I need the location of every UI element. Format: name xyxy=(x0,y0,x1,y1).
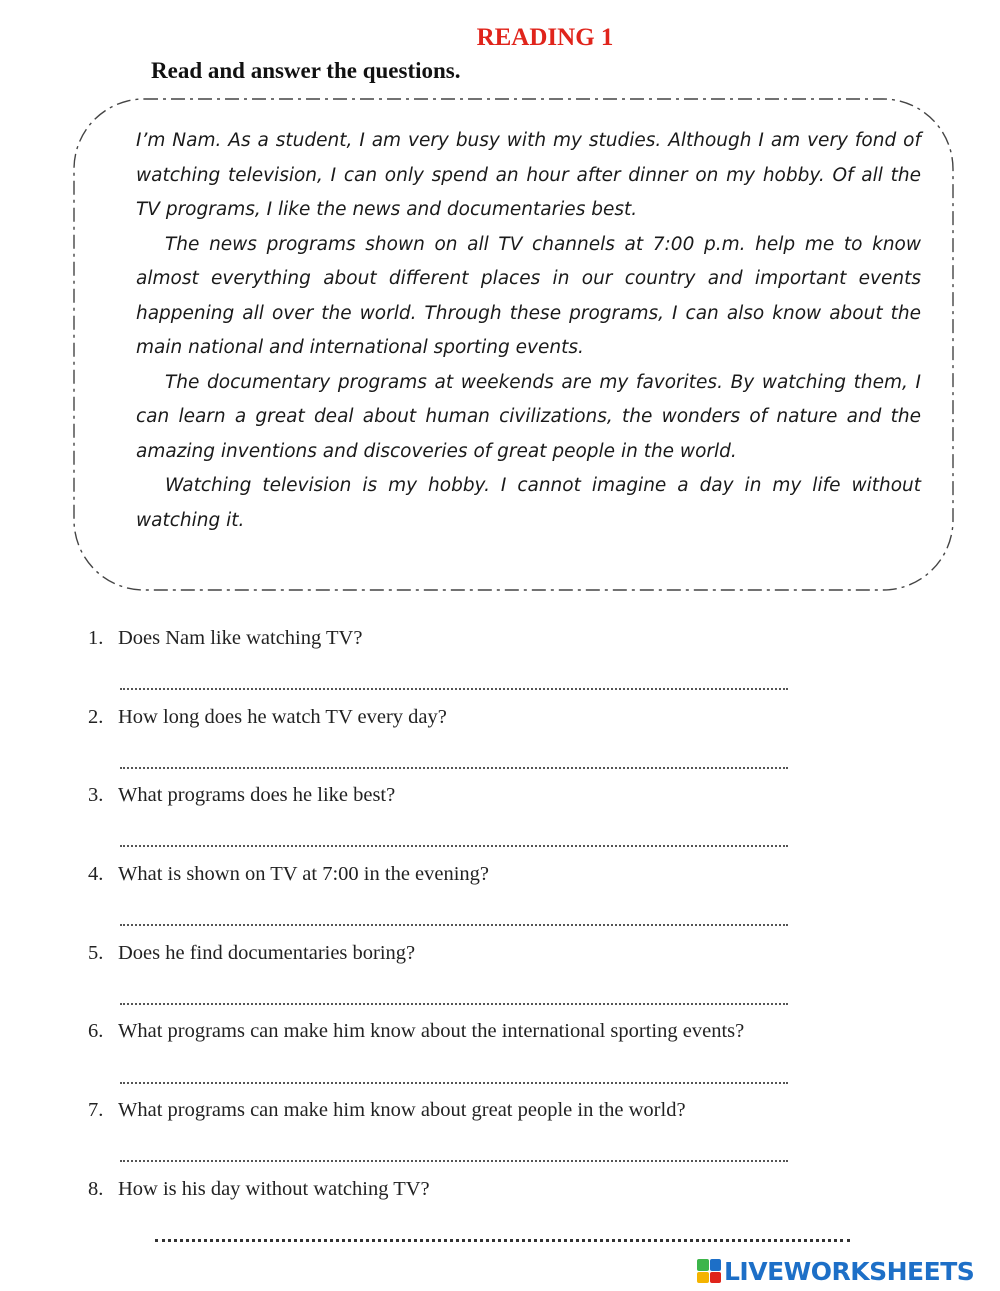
answer-input-3[interactable] xyxy=(120,821,788,847)
question-4 xyxy=(88,863,489,886)
question-6 xyxy=(88,1020,744,1043)
question-number: 2. xyxy=(88,706,104,728)
liveworksheets-brand xyxy=(697,1254,974,1288)
passage-paragraph-1: I’m Nam. As a student, I am very busy with my studies. Although I am very fond of watching television, I can only spend an hour after dinner on my hobby. Of all the TV programs, I like the news and documentaries best. xyxy=(136,130,921,220)
question-text: What programs does he like best? xyxy=(118,784,396,806)
question-number: 6. xyxy=(88,1020,104,1042)
question-number: 1. xyxy=(88,627,104,649)
answer-input-2[interactable] xyxy=(120,743,788,769)
reading-passage xyxy=(136,124,921,538)
answer-input-8[interactable] xyxy=(155,1215,850,1242)
liveworksheets-logo-icon xyxy=(697,1259,721,1283)
page-title: READING 1 xyxy=(476,24,614,51)
question-text: What is shown on TV at 7:00 in the evening? xyxy=(118,863,490,885)
passage-paragraph-3: The documentary programs at weekends are my favorites. By watching them, I can learn a great deal about human civilizations, the wonders of nature and the amazing inventions and discoveries of great people in the world. xyxy=(136,371,921,462)
question-text: How long does he watch TV every day? xyxy=(118,706,447,728)
passage-paragraph-4: Watching television is my hobby. I cannot imagine a day in my life without watching it. xyxy=(136,475,921,531)
brand-name: LIVEWORKSHEETS xyxy=(724,1256,975,1286)
question-8 xyxy=(88,1178,430,1201)
question-number: 5. xyxy=(88,942,104,964)
question-number: 4. xyxy=(88,863,104,885)
question-3 xyxy=(88,784,395,807)
question-text: What programs can make him know about the international sporting events? xyxy=(118,1020,745,1042)
answer-input-7[interactable] xyxy=(120,1136,788,1162)
question-number: 3. xyxy=(88,784,104,806)
question-2 xyxy=(88,706,447,729)
question-7 xyxy=(88,1099,686,1122)
instruction-heading: Read and answer the questions. xyxy=(151,58,461,83)
question-text: What programs can make him know about great people in the world? xyxy=(118,1099,686,1121)
question-text: Does he find documentaries boring? xyxy=(118,942,416,964)
question-number: 7. xyxy=(88,1099,104,1121)
question-1 xyxy=(88,627,362,650)
answer-input-6[interactable] xyxy=(120,1058,788,1084)
answer-input-1[interactable] xyxy=(120,664,788,690)
answer-input-4[interactable] xyxy=(120,900,788,926)
question-number: 8. xyxy=(88,1178,104,1200)
passage-paragraph-2: The news programs shown on all TV channels at 7:00 p.m. help me to know almost everything about different places in our country and important events happening all over the world. Through these programs, I can also know about the main national and international sporting events. xyxy=(136,233,921,358)
question-text: How is his day without watching TV? xyxy=(118,1178,430,1200)
answer-input-5[interactable] xyxy=(120,979,788,1005)
question-5 xyxy=(88,942,415,965)
question-text: Does Nam like watching TV? xyxy=(118,627,363,649)
